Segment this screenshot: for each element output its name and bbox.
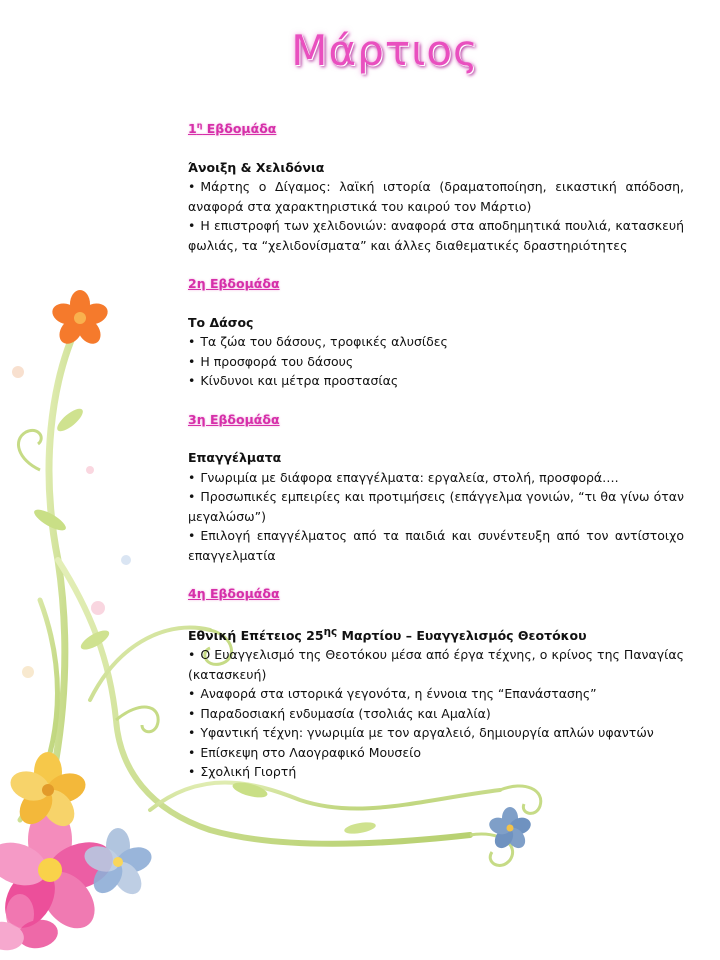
list-item <box>188 487 684 526</box>
list-item <box>188 723 684 743</box>
list-item-text: Επιλογή επαγγέλματος από τα παιδιά και συνέντευξη από τον αντίστοιχο επαγγελματία <box>188 528 684 563</box>
week-label: Εβδομάδα <box>202 121 277 137</box>
page-title: Μάρτιος <box>291 26 479 75</box>
list-item-text: Αναφορά στα ιστορικά γεγονότα, η έννοια της “Επανάστασης” <box>200 686 597 702</box>
week-topic: Άνοιξη & Χελιδόνια <box>188 159 325 175</box>
list-item <box>188 371 684 391</box>
bullet-icon: • <box>188 647 196 663</box>
topic-suffix: ης <box>323 625 338 638</box>
list-item-text: Παραδοσιακή ενδυμασία (τσολιάς και Αμαλία) <box>200 705 491 721</box>
list-item-text: Ο Ευαγγελισμό της Θεοτόκου μέσα από έργα τέχνης, ο κρίνος της Παναγίας (κατασκευή) <box>188 647 684 682</box>
bullet-icon: • <box>188 528 196 544</box>
list-item-text: Προσωπικές εμπειρίες και προτιμήσεις (επάγγελμα γονιών, “τι θα γίνω όταν μεγαλώσω”) <box>188 489 684 524</box>
list-item <box>188 216 684 255</box>
list-item <box>188 177 684 216</box>
week-topic: Το Δάσος <box>188 314 254 330</box>
list-item <box>188 645 684 684</box>
list-item <box>188 743 684 763</box>
list-item <box>188 704 684 724</box>
list-item <box>188 762 684 782</box>
list-item <box>188 352 684 372</box>
monthly-plan <box>188 116 684 801</box>
topic-text: Εθνική Επέτειος 25 <box>188 627 324 643</box>
bullet-icon: • <box>188 705 196 721</box>
week-number: 1 <box>188 121 197 137</box>
list-item-text: Γνωριμία με διάφορα επαγγέλματα: εργαλεία, στολή, προσφορά…. <box>200 469 619 485</box>
list-item <box>188 332 684 352</box>
bullet-icon: • <box>188 373 196 389</box>
list-item-text: Τα ζώα του δάσους, τροφικές αλυσίδες <box>200 334 448 350</box>
week-items <box>188 468 684 566</box>
week-items <box>188 332 684 391</box>
week-items <box>188 645 684 782</box>
list-item-text: Επίσκεψη στο Λαογραφικό Μουσείο <box>200 744 421 760</box>
bullet-icon: • <box>188 218 196 234</box>
bullet-icon: • <box>188 179 196 195</box>
bullet-icon: • <box>188 353 196 369</box>
bullet-icon: • <box>188 489 196 505</box>
list-item <box>188 684 684 704</box>
bullet-icon: • <box>188 744 196 760</box>
bullet-icon: • <box>188 469 196 485</box>
list-item-text: Η επιστροφή των χελιδονιών: αναφορά στα αποδημητικά πουλιά, κατασκευή φωλιάς, τα “χελιδονίσματα” και άλλες διαθεματικές δραστηριότητες <box>188 218 684 253</box>
bullet-icon: • <box>188 725 196 741</box>
list-item <box>188 468 684 488</box>
list-item-text: Υφαντική τέχνη: γνωριμία με τον αργαλειό, δημιουργία απλών υφαντών <box>200 725 654 741</box>
bullet-icon: • <box>188 764 196 780</box>
list-item <box>188 526 684 565</box>
week-items <box>188 177 684 255</box>
list-item-text: Κίνδυνοι και μέτρα προστασίας <box>200 373 399 389</box>
bullet-icon: • <box>188 686 196 702</box>
week-heading-3: 3η Εβδομάδα <box>188 411 280 427</box>
list-item-text: Σχολική Γιορτή <box>200 764 297 780</box>
list-item-text: Η προσφορά του δάσους <box>200 353 354 369</box>
week-topic <box>188 623 684 646</box>
week-number-suffix: η <box>196 121 203 130</box>
week-heading-2: 2η Εβδομάδα <box>188 276 280 292</box>
bullet-icon: • <box>188 334 196 350</box>
topic-text-rest: Μαρτίου – Ευαγγελισμός Θεοτόκου <box>337 627 587 643</box>
week-heading-1 <box>188 116 684 139</box>
week-heading-4: 4η Εβδομάδα <box>188 586 280 602</box>
list-item-text: Μάρτης ο Δίγαμος: λαϊκή ιστορία (δραματοποίηση, εικαστική απόδοση, αναφορά στα χαρακτηριστικά του καιρού τον Μάρτιο) <box>188 179 684 214</box>
week-topic: Επαγγέλματα <box>188 450 282 466</box>
